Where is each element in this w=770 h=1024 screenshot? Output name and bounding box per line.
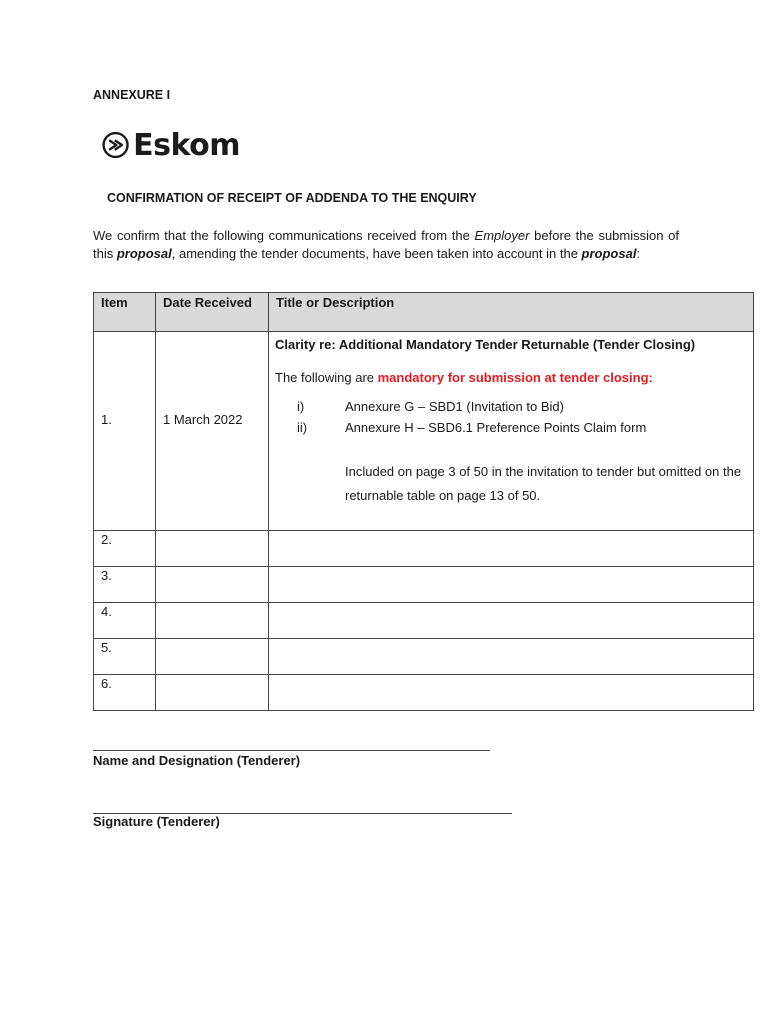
row1-item-cell [94, 332, 156, 531]
row1-date-cell [156, 332, 269, 531]
row1-item: 1. [101, 412, 112, 427]
row-item: 3. [101, 568, 112, 583]
row-item-cell [94, 639, 156, 675]
row-description-cell [269, 531, 754, 567]
row1-sub-item [275, 420, 747, 435]
row1-date: 1 March 2022 [163, 412, 243, 427]
row1-line-prefix: The following are [275, 370, 378, 385]
row1-mandatory-line [275, 370, 694, 385]
intro-part1: We confirm that the following communications received from the [93, 228, 475, 243]
row-item-cell [94, 531, 156, 567]
table-row [94, 531, 754, 567]
eskom-logo-text: Eskom [133, 127, 240, 163]
intro-part2: before the submission of this [93, 228, 679, 261]
row-item: 6. [101, 676, 112, 691]
row1-sub2-text: Annexure H – SBD6.1 Preference Points Claim form [345, 420, 647, 435]
intro-proposal-1: proposal [116, 246, 172, 261]
addenda-table [93, 292, 754, 711]
name-designation-label: Name and Designation (Tenderer) [93, 753, 301, 768]
row1-sub-item [275, 399, 747, 414]
row-item: 2. [101, 532, 112, 547]
row-item-cell [94, 675, 156, 711]
row1-title: Clarity re: Additional Mandatory Tender Returnable (Tender Closing) [275, 337, 696, 352]
document-heading: CONFIRMATION OF RECEIPT OF ADDENDA TO THE ENQUIRY [107, 191, 477, 205]
row-date-cell [156, 675, 269, 711]
table-row [94, 675, 754, 711]
intro-part3: , amending the tender documents, have been taken into account in the [171, 246, 582, 261]
row-description-cell [269, 675, 754, 711]
table-row [94, 332, 754, 531]
intro-employer: Employer [474, 228, 530, 243]
row1-sub2-number: ii) [297, 420, 308, 435]
row-item-cell [94, 567, 156, 603]
intro-part4: : [636, 246, 641, 261]
header-title-description: Title or Description [269, 293, 754, 332]
row-item: 4. [101, 604, 112, 619]
intro-paragraph [93, 227, 679, 263]
eskom-logo-icon [102, 128, 129, 162]
header-item: Item [94, 293, 156, 332]
row-date-cell [156, 567, 269, 603]
row-item-cell [94, 603, 156, 639]
table-row [94, 567, 754, 603]
row-description-cell [269, 567, 754, 603]
row1-description-cell [269, 332, 754, 531]
name-designation-line [93, 750, 490, 751]
signature-label: Signature (Tenderer) [93, 814, 220, 829]
row-description-cell [269, 639, 754, 675]
row1-mandatory-text: mandatory for submission at tender closing: [377, 370, 653, 385]
row-description-cell [269, 603, 754, 639]
table-row [94, 639, 754, 675]
intro-proposal-2: proposal [581, 246, 637, 261]
row-date-cell [156, 639, 269, 675]
table-row [94, 603, 754, 639]
row-item: 5. [101, 640, 112, 655]
row-date-cell [156, 531, 269, 567]
table-header-row [94, 293, 754, 332]
row-date-cell [156, 603, 269, 639]
eskom-logo [98, 118, 240, 172]
header-date-received: Date Received [156, 293, 269, 332]
row1-sub1-text: Annexure G – SBD1 (Invitation to Bid) [345, 399, 564, 414]
annexure-label: ANNEXURE I [93, 88, 171, 102]
row1-sub1-number: i) [297, 399, 305, 414]
row1-note: Included on page 3 of 50 in the invitation to tender but omitted on the returnable table on page 13 of 50. [345, 464, 742, 503]
